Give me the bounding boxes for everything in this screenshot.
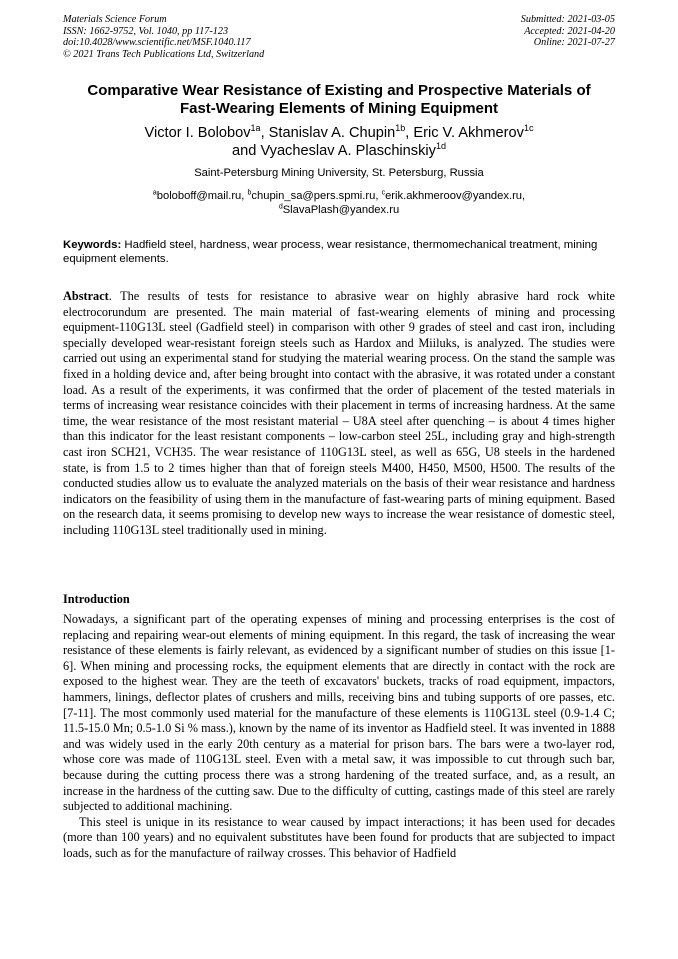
email-address: erik.akhmeroov@yandex.ru, — [385, 190, 526, 202]
author-line-1 — [40, 124, 638, 142]
email-mark: c — [381, 189, 386, 197]
keywords — [63, 238, 615, 266]
accepted-date: Accepted: 2021-04-20 — [524, 25, 615, 37]
section-title-introduction: Introduction — [63, 592, 130, 606]
email-mark: d — [278, 203, 283, 211]
journal-doi: doi:10.4028/www.scientific.net/MSF.1040.117 — [63, 37, 251, 49]
introduction-body — [63, 612, 615, 862]
author-affil-mark: 1d — [435, 141, 446, 152]
paper-title — [40, 82, 638, 118]
author-line-2 — [40, 142, 638, 160]
journal-copyright: © 2021 Trans Tech Publications Ltd, Switzerland — [63, 48, 265, 60]
journal-header-right — [521, 14, 615, 49]
keywords-text: Hadfield steel, hardness, wear process, wear resistance, thermomechanical treatment, mining equipment elements. — [63, 239, 598, 265]
email-address: chupin_sa@pers.spmi.ru, — [251, 190, 382, 202]
journal-issn: ISSN: 1662-9752, Vol. 1040, pp 117-123 — [63, 25, 229, 37]
online-date: Online: 2021-07-27 — [533, 37, 615, 49]
author-affil-mark: 1a — [250, 123, 261, 134]
affiliation: Saint-Petersburg Mining University, St. Petersburg, Russia — [194, 167, 484, 179]
submitted-date: Submitted: 2021-03-05 — [520, 14, 615, 25]
email-address: boloboff@mail.ru, — [156, 190, 248, 202]
paper-title-line2: Fast-Wearing Elements of Mining Equipment — [179, 100, 499, 117]
author-sep: , — [405, 125, 414, 141]
email-line-2 — [40, 203, 638, 217]
journal-name: Materials Science Forum — [63, 14, 167, 25]
abstract — [63, 289, 615, 539]
email-mark: b — [247, 189, 252, 197]
author-name: Victor I. Bolobov — [144, 125, 251, 141]
author-name: Eric V. Akhmerov — [413, 125, 524, 141]
author-sep: , — [260, 125, 269, 141]
author-name: and Vyacheslav A. Plaschinskiy — [232, 143, 436, 159]
keywords-label: Keywords: — [63, 239, 122, 251]
abstract-label: Abstract — [63, 289, 109, 303]
email-line-1 — [40, 189, 638, 203]
email-address: SlavaPlash@yandex.ru — [282, 204, 400, 216]
author-affil-mark: 1c — [523, 123, 534, 134]
author-affil-mark: 1b — [395, 123, 406, 134]
author-name: Stanislav A. Chupin — [268, 125, 396, 141]
author-list — [40, 124, 638, 160]
abstract-text: . The results of tests for resistance to abrasive wear on highly abrasive hard rock white electrocorundum are presented. The main material of fast-wearing elements of mining and processing equipment-110G13L steel (Gadfield steel) in comparison with other 9 grades of steel and cast iron, including specially developed wear-resistant foreign steels such as Hardox and Miiluks, is analyzed. The studies were carried out using an experimental stand for studying the material wearing process. On the stand the sample was fixed in a holding device and, after being brought into contact with the abrasive, it was rotated under a constant load. As a result of the experiments, it was confirmed that the order of placement of the tested materials in terms of increasing wear resistance coincides with their placement in terms of increasing hardness. At the same time, the wear resistance of the most resistant material – U8A steel after quenching – is about 4 times higher than this indicator for the least resistant components – low-carbon steel 25L, including gray and high-strength cast iron SCH21, VCH35. The wear resistance of 110G13L steel, as well as 65G, U8 steels in the hardened state, is from 1.5 to 2 times higher than that of foreign steels M400, H450, M500, H500. The results of the conducted studies allow us to evaluate the analyzed materials on the basis of their wear resistance and hardness indicators on the feasibility of using them in the manufacture of fast-wearing parts of mining equipment. Based on the research data, it seems promising to develop new ways to increase the wear resistance of domestic steel, including 110G13L steel traditionally used in mining. — [63, 289, 615, 537]
author-emails — [40, 189, 638, 217]
email-mark: a — [152, 189, 157, 197]
intro-paragraph-1: Nowadays, a significant part of the operating expenses of mining and processing enterprises is the cost of replacing and repairing wear-out elements of mining equipment. In this regard, the task of increasing the wear resistance of these elements is fairly relevant, as evidenced by a significant number of studies on this issue [1-6]. When mining and processing rocks, the equipment elements that are directly in contact with the rock are exposed to the highest wear. They are the teeth of excavators' buckets, tracks of road equipment, impactors, hammers, linings, deflector plates of crushers and mills, receiving bins and tubing supports of ore passes, etc. [7-11]. The most commonly used material for the manufacture of these elements is 110G13L steel (0.9-1.4 C; 11.5-15.0 Mn; 0.5-1.0 Si % mass.), known by the name of its inventor as Hadfield steel. It was invented in 1888 and was widely used in the early 20th century as a material for prison bars. The bars were a two-layer rod, whose core was made of 110G13L steel. Even with a metal saw, it was impossible to cut through such bar, because during the cutting process there was a strong hardening of the treated surface, and, as a result, an increase in the hardness of the cutting saw. Due to the difficulty of cutting, castings made of this steel are rarely subjected to additional machining. — [63, 612, 615, 814]
paper-title-line1: Comparative Wear Resistance of Existing and Prospective Materials of — [87, 82, 591, 99]
intro-paragraph-2: This steel is unique in its resistance to wear caused by impact interactions; it has been used for decades (more than 100 years) and no equivalent substitutes have been found for products that are subjected to impact loads, such as for the manufacture of railway crosses. This behavior of Hadfield — [63, 814, 615, 860]
journal-header-left — [63, 14, 264, 60]
